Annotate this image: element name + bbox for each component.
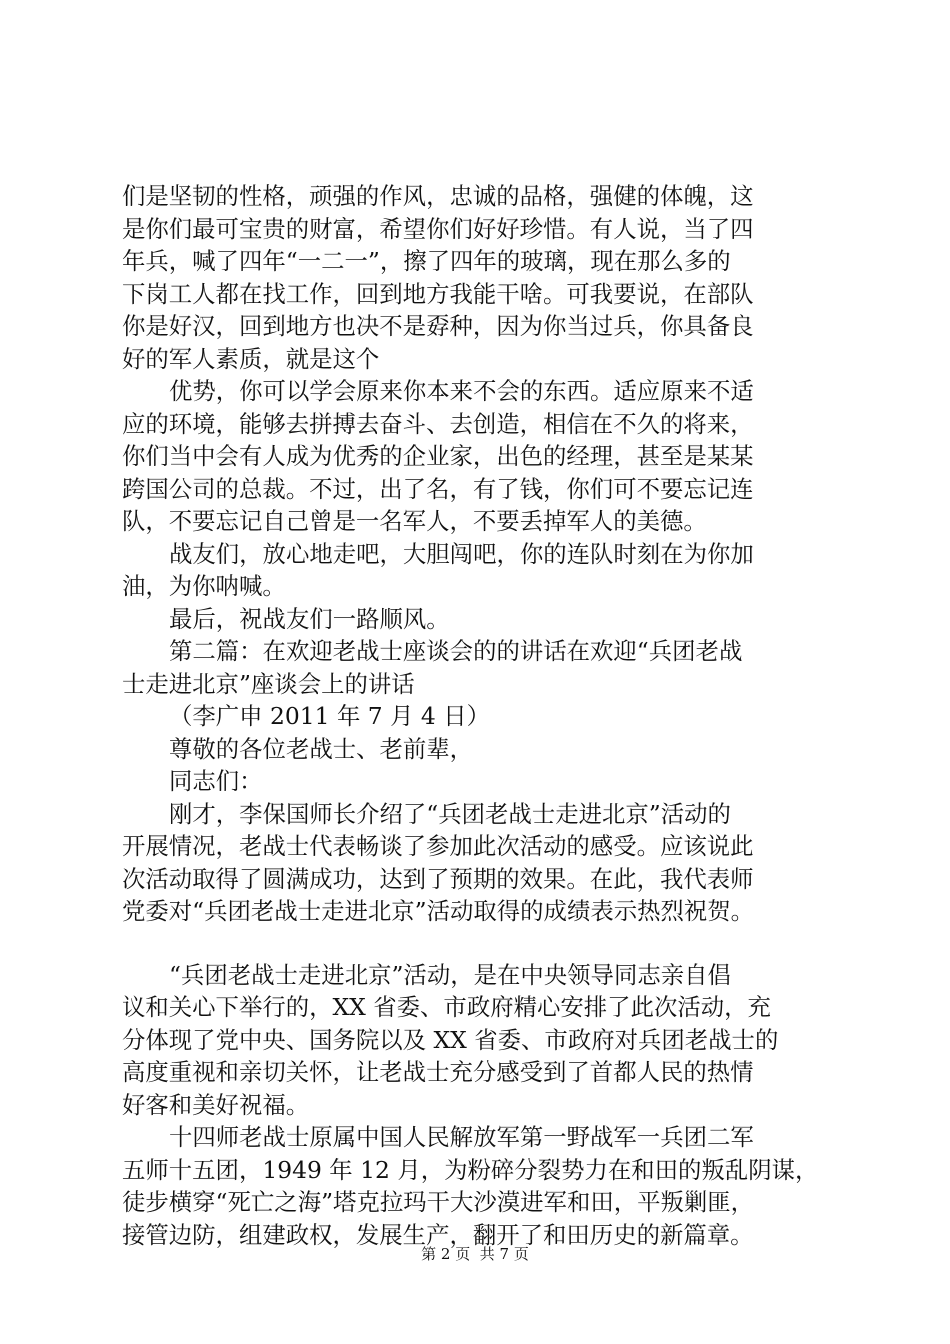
text-line: 优势，你可以学会原来你本来不会的东西。适应原来不适 xyxy=(169,377,754,405)
text-line: 五师十五团，1949 年 12 月，为粉碎分裂势力在和田的叛乱阴谋， xyxy=(122,1155,819,1184)
text-line: 分体现了党中央、国务院以及 XX 省委、市政府对兵团老战士的 xyxy=(122,1025,779,1054)
speech-byline: （李广申 2011 年 7 月 4 日） xyxy=(169,702,491,730)
text-line: 徒步横穿“死亡之海”塔克拉玛干大沙漠进军和田，平叛剿匪， xyxy=(122,1188,755,1216)
text-line: 战友们，放心地走吧，大胆闯吧，你的连队时刻在为你加 xyxy=(169,539,754,568)
salutation-line: 尊敬的各位老战士、老前辈， xyxy=(169,734,474,763)
section-heading-line: 士走进北京”座谈会上的讲话 xyxy=(122,669,415,698)
text-line: 是你们最可宝贵的财富，希望你们好好珍惜。有人说，当了四 xyxy=(122,214,754,243)
text-line: 应的环境，能够去拼搏去奋斗、去创造，相信在不久的将来， xyxy=(122,409,754,438)
text-line: 油，为你呐喊。 xyxy=(122,572,286,600)
text-line: 接管边防，组建政权，发展生产，翻开了和田历史的新篇章。 xyxy=(122,1220,754,1249)
text-line: 高度重视和亲切关怀，让老战士充分感受到了首都人民的热情 xyxy=(122,1058,754,1086)
page-number-footer: 第 2 页 共 7 页 xyxy=(421,1245,529,1263)
text-line: 们是坚韧的性格，顽强的作风，忠诚的品格，强健的体魄，这 xyxy=(122,182,754,210)
text-line: 好的军人素质，就是这个 xyxy=(122,344,380,373)
text-line: 你是好汉，回到地方也决不是孬种，因为你当过兵，你具备良 xyxy=(122,312,754,340)
text-line: 次活动取得了圆满成功，达到了预期的效果。在此，我代表师 xyxy=(122,864,754,893)
text-line: “兵团老战士走进北京”活动，是在中央领导同志亲自倡 xyxy=(169,960,731,989)
text-line: 你们当中会有人成为优秀的企业家，出色的经理，甚至是某某 xyxy=(122,442,754,470)
text-line: 跨国公司的总裁。不过，出了名，有了钱，你们可不要忘记连 xyxy=(122,474,754,503)
text-line: 下岗工人都在找工作，回到地方我能干啥。可我要说，在部队 xyxy=(122,279,754,308)
document-body xyxy=(122,180,846,1251)
section-heading-line: 第二篇：在欢迎老战士座谈会的的讲话在欢迎“兵团老战 xyxy=(169,637,743,665)
text-line: 十四师老战士原属中国人民解放军第一野战军一兵团二军 xyxy=(169,1123,754,1151)
text-line: 开展情况，老战士代表畅谈了参加此次活动的感受。应该说此 xyxy=(122,832,754,860)
text-line: 最后，祝战友们一路顺风。 xyxy=(169,604,450,633)
text-line: 刚才，李保国师长介绍了“兵团老战士走进北京”活动的 xyxy=(169,799,731,828)
text-line: 议和关心下举行的，XX 省委、市政府精心安排了此次活动，充 xyxy=(122,993,771,1021)
text-line: 队，不要忘记自己曾是一名军人，不要丢掉军人的美德。 xyxy=(122,507,707,535)
blank-line xyxy=(122,928,846,959)
salutation-line: 同志们： xyxy=(169,767,263,795)
text-line: 好客和美好祝福。 xyxy=(122,1090,310,1119)
text-line: 年兵，喊了四年“一二一”，擦了四年的玻璃，现在那么多的 xyxy=(122,247,731,275)
text-line: 党委对“兵团老战士走进北京”活动取得的成绩表示热烈祝贺。 xyxy=(122,897,755,925)
